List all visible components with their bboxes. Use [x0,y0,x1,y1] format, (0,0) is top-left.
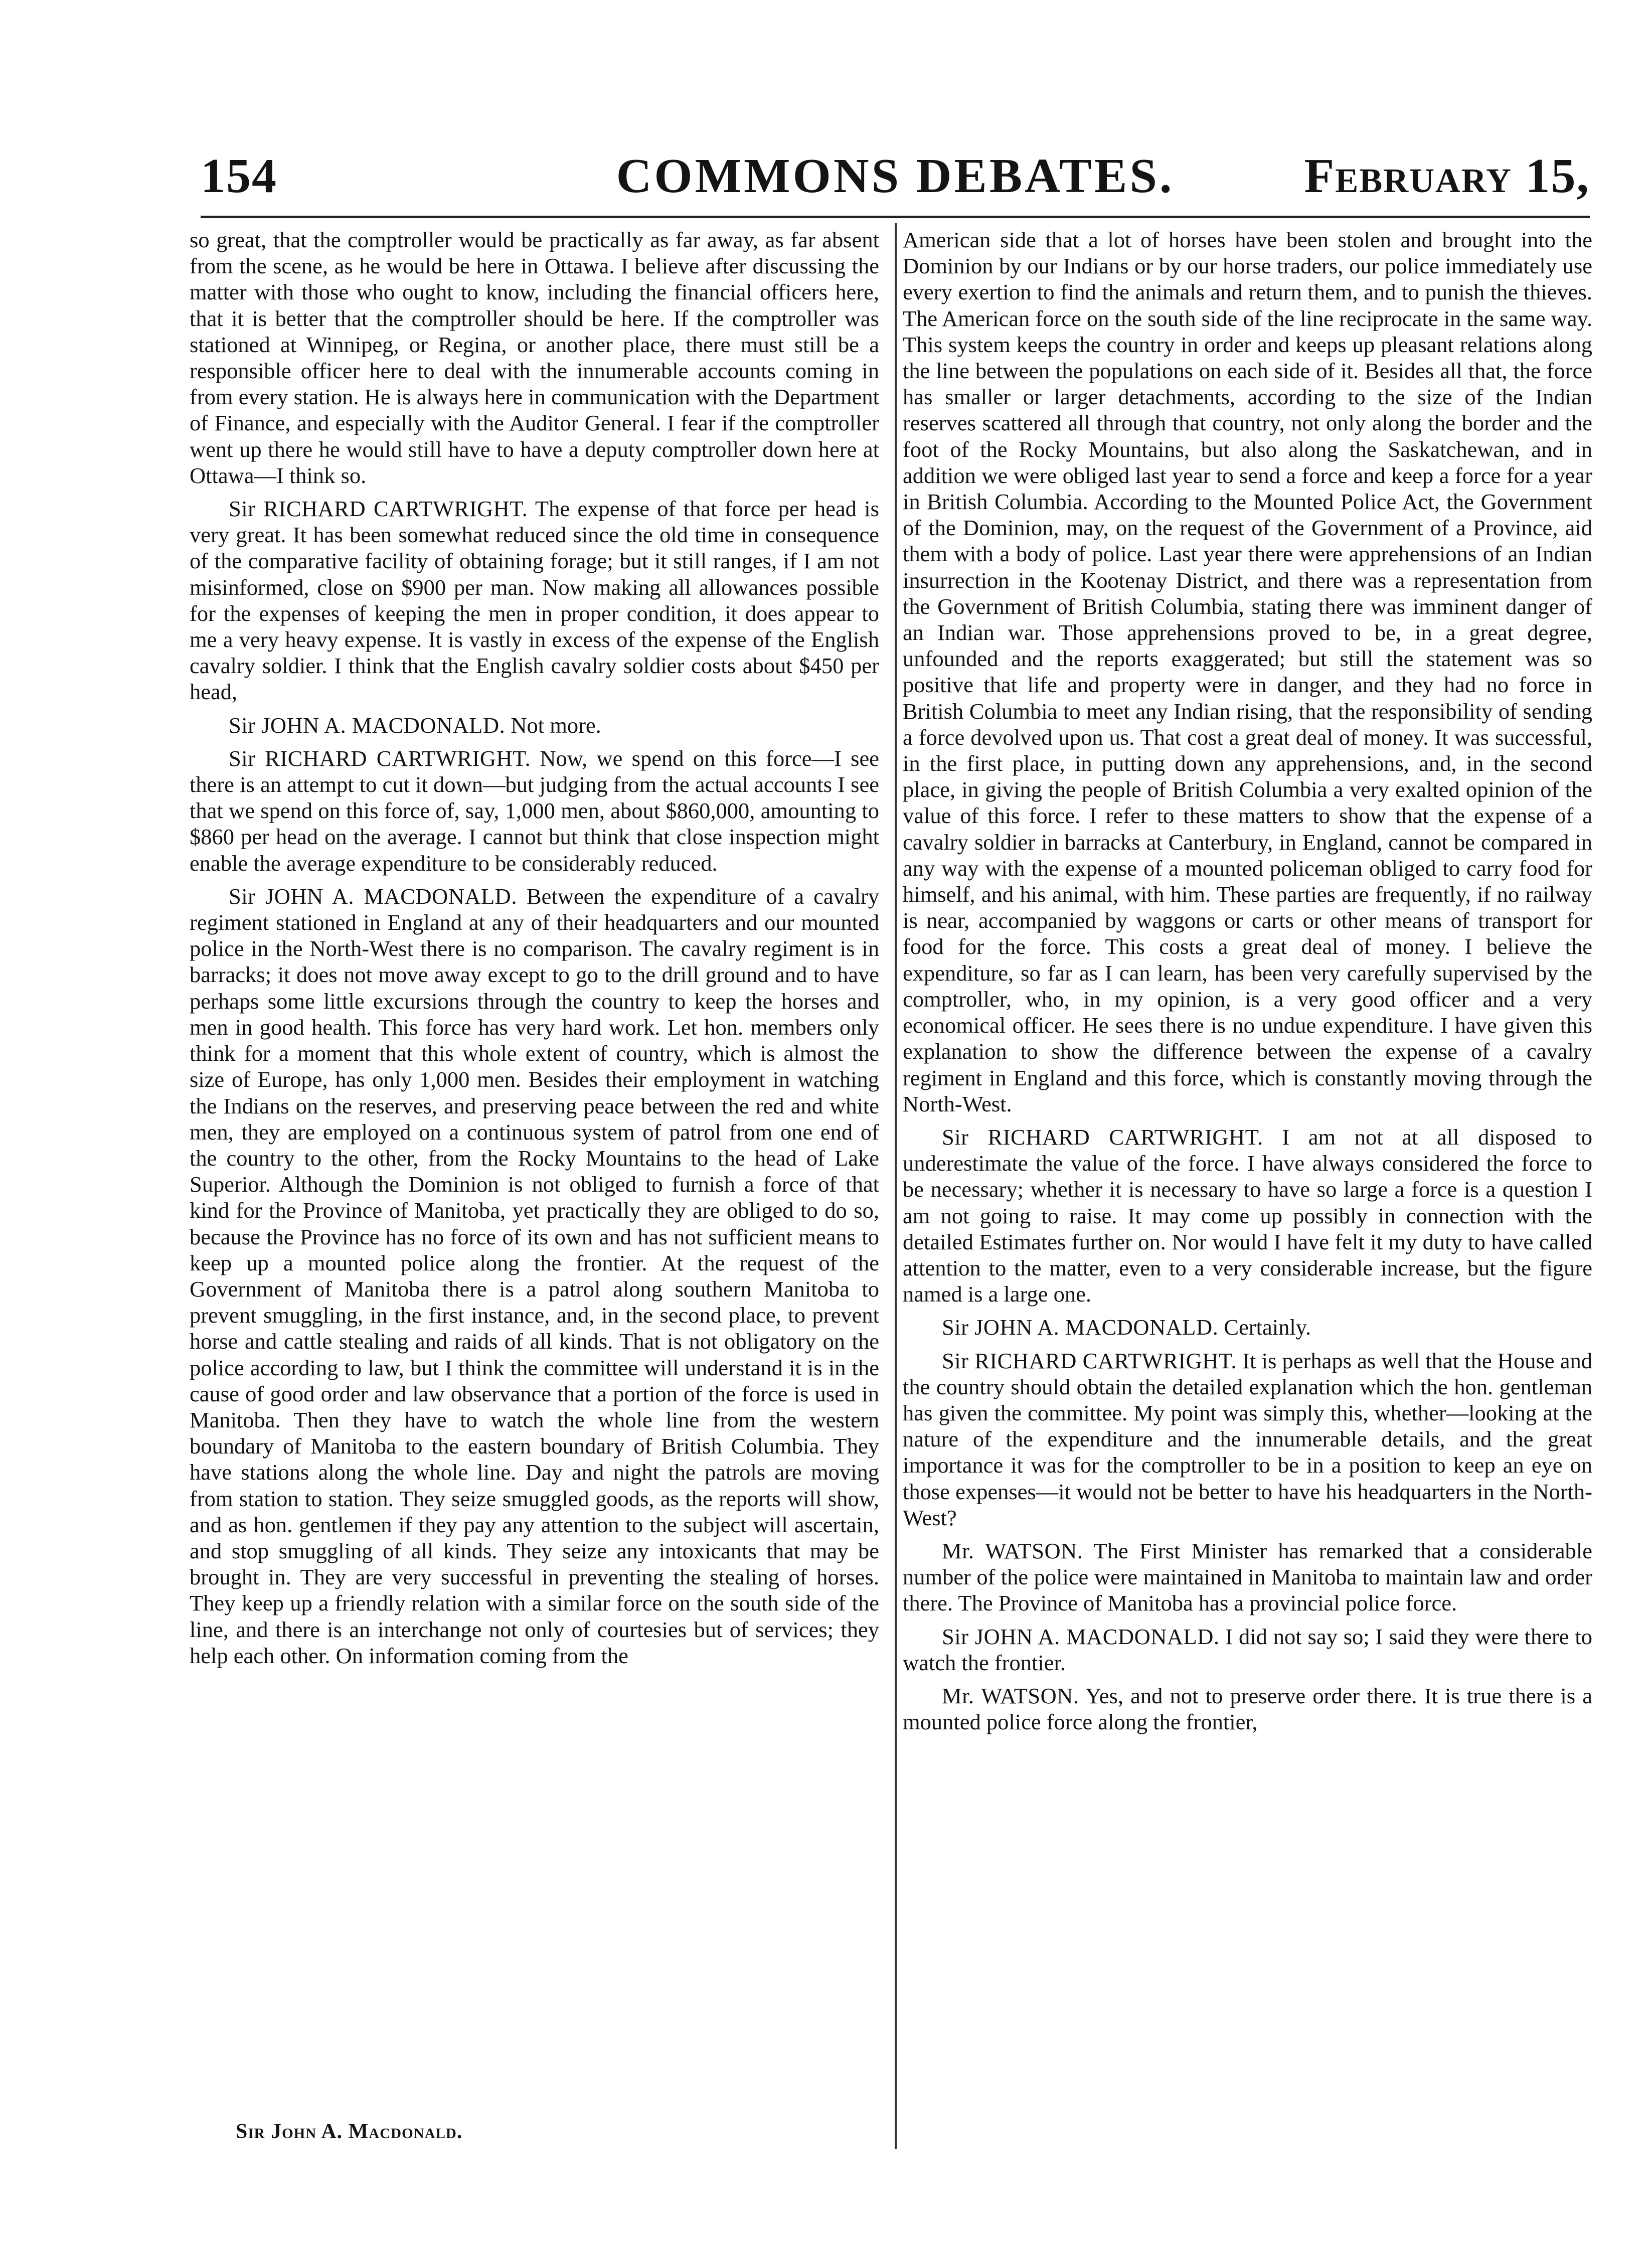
header-date: February 15, [1304,149,1590,203]
paragraph [903,1683,1592,1735]
header-rule [201,216,1590,218]
paragraph [903,1538,1592,1616]
column-divider [895,223,897,2149]
journal-title: COMMONS DEBATES. [616,149,1175,203]
paragraph-text: Yes, and not to preserve order there. It is true there is a mounted police force along the frontier, [903,1683,1592,1735]
speaker-name: Sir RICHARD CARTWRIGHT. [942,1348,1237,1373]
paragraph [903,1314,1592,1340]
speaker-name: Sir RICHARD CARTWRIGHT. [229,496,528,522]
paragraph [190,883,879,1669]
paragraph-text: American side that a lot of horses have been stolen and brought into the Dominion by our Indians or by our horse traders, our police immediately use every exertion to find the animals and return them, and to punish the thieves. The American force on the south side of the line reciprocate in the same way. This system keeps the country in order and keeps up pleasant relations along the line between the populations on each side of it. Besides all that, the force has smaller or larger detachments, according to the size of the Indian reserves scattered all through that country, not only along the border and the foot of the Rocky Mountains, but also along the Saskatchewan, and in addition we were obliged last year to send a force and keep a force for a year in British Columbia. According to the Mounted Police Act, the Government of the Dominion, may, on the request of the Government of a Province, aid them with a body of police. Last year there were apprehensions of an Indian insurrection in the Kootenay District, and there was a representation from the Government of British Columbia, stating there was imminent danger of an Indian war. Those apprehensions proved to be, in a great degree, unfounded and the reports exaggerated; but still the statement was so positive that life and property were in danger, and they had no force in British Columbia to meet any Indian rising, that the responsibility of sending a force devolved upon us. That cost a great deal of money. It was successful, in the first place, in putting down any apprehensions, and, in the second place, in giving the people of British Columbia a very exalted opinion of the value of this force. I refer to these matters to show that the expense of a cavalry soldier in barracks at Canterbury, in England, cannot be compared in any way with the expense of a mounted policeman obliged to carry food for himself, and his animal, with him. These parties are frequently, if no railway is near, accompanied by waggons or carts or other means of transport for food for the force. This costs a great deal of money. I believe the expenditure, so far as I can learn, has been very carefully supervised by the comptroller, who, in my opinion, is a very good officer and a very economical officer. He sees there is no undue expenditure. I have given this explanation to show the difference between the expense of a cavalry regiment in England and this force, which is constantly moving through the North-West. [903,227,1592,1116]
speaker-name: Sir JOHN A. MACDONALD. [942,1315,1219,1340]
paragraph [903,1348,1592,1531]
paragraph-text: Certainly. [1224,1315,1311,1340]
paragraph [190,712,879,738]
paragraph-text: The expense of that force per head is very great. It has been somewhat reduced since the old time in consequence of the comparative facility of obtaining forage; but it still ranges, if I am not misinformed, close on $900 per man. Now making all allowances possible for the expenses of keeping the men in proper condition, it does appear to me a very heavy expense. It is vastly in excess of the expense of the English cavalry soldier. I think that the English cavalry soldier costs about $450 per head, [190,496,879,705]
paragraph [903,1124,1592,1307]
speaker-name: Sir JOHN A. MACDONALD. [229,712,506,738]
paragraph [903,227,1592,1117]
paragraph-text: It is perhaps as well that the House and the country should obtain the detailed explanation which the hon. gentleman has given the committee. My point was simply this, whether—looking at the nature of the expenditure and the innumerable details, and the great importance it was for the comptroller to be in a position to keep an eye on those expenses—it would not be better to have his headquarters in the North-West? [903,1348,1592,1530]
speaker-name: Sir JOHN A. MACDONALD. [942,1624,1220,1649]
speaker-name: Sir RICHARD CARTWRIGHT. [942,1124,1263,1150]
page-number: 154 [201,149,277,203]
footer-speaker: Sir John A. Macdonald. [236,2120,463,2143]
paragraph-text: I am not at all disposed to underestimate the value of the force. I have always considered the force to be necessary; whether it is necessary to have so large a force is a question I am not going to raise. It may come up possibly in connection with the detailed Estimates further on. Nor would I have felt it my duty to have called attention to the matter, even to a very considerable increase, but the figure named is a large one. [903,1124,1592,1307]
speaker-name: Mr. WATSON. [942,1683,1079,1708]
right-column [903,227,1592,2153]
page-header [201,138,1590,203]
left-column [190,227,879,2153]
paragraph [190,227,879,489]
speaker-name: Mr. WATSON. [942,1538,1083,1563]
paragraph-text: so great, that the comptroller would be practically as far away, as far absent from the scene, as he would be here in Ottawa. I believe after discussing the matter with those who ought to know, including the financial officers here, that it is better that the comptroller should be here. If the comptroller was stationed at Winnipeg, or Regina, or another place, there must still be a responsible officer here to deal with the innumerable accounts coming in from every station. He is always here in communication with the Department of Finance, and especially with the Auditor General. I fear if the comptroller went up there he would still have to have a deputy comptroller down here at Ottawa—I think so. [190,227,879,488]
paragraph-text: Now, we spend on this force—I see there is an attempt to cut it down—but judging from the actual accounts I see that we spend on this force of, say, 1,000 men, about $860,000, amounting to $860 per head on the average. I cannot but think that close inspection might enable the average expenditure to be considerably reduced. [190,745,879,876]
paragraph [903,1624,1592,1676]
paragraph-text: Between the expenditure of a cavalry regiment stationed in England at any of their headquarters and our mounted police in the North-West there is no comparison. The cavalry regiment is in barracks; it does not move away except to go to the drill ground and to have perhaps some little excursions through the country to keep the horses and men in good health. This force has very hard work. Let hon. members only think for a moment that this whole extent of country, which is almost the size of Europe, has only 1,000 men. Besides their employment in watching the Indians on the reserves, and preserving peace between the red and white men, they are employed on a continuous system of patrol from one end of the country to the other, from the Rocky Mountains to the head of Lake Superior. Although the Dominion is not obliged to furnish a force of that kind for the Province of Manitoba, yet practically they are obliged to do so, because the Province has no force of its own and has not sufficient means to keep up a mounted police along the frontier. At the request of the Government of Manitoba there is a patrol along southern Manitoba to prevent smuggling, in the first instance, and, in the second place, to prevent horse and cattle stealing and raids of all kinds. That is not obligatory on the police according to law, but I think the committee will understand it is in the cause of good order and law observance that a portion of the force is used in Manitoba. Then they have to watch the whole line from the western boundary of Manitoba to the eastern boundary of British Columbia. They have stations along the whole line. Day and night the patrols are moving from station to station. They seize smuggled goods, as the reports will show, and as hon. gentlemen if they pay any attention to the subject will ascertain, and stop smuggling of all kinds. They seize any intoxicants that may be brought in. They are very successful in preventing the stealing of horses. They keep up a friendly relation with a similar force on the south side of the line, and there is an interchange not only of courtesies but of services; they help each other. On information coming from the [190,883,879,1668]
paragraph-text: The First Minister has remarked that a considerable number of the police were maintained in Manitoba to maintain law and order there. The Province of Manitoba has a provincial police force. [903,1538,1592,1616]
paragraph [190,496,879,705]
paragraph-text: I did not say so; I said they were there to watch the frontier. [903,1624,1592,1675]
speaker-name: Sir JOHN A. MACDONALD. [229,883,517,909]
speaker-name: Sir RICHARD CARTWRIGHT. [229,745,531,771]
paragraph [190,745,879,876]
paragraph-text: Not more. [511,712,601,738]
